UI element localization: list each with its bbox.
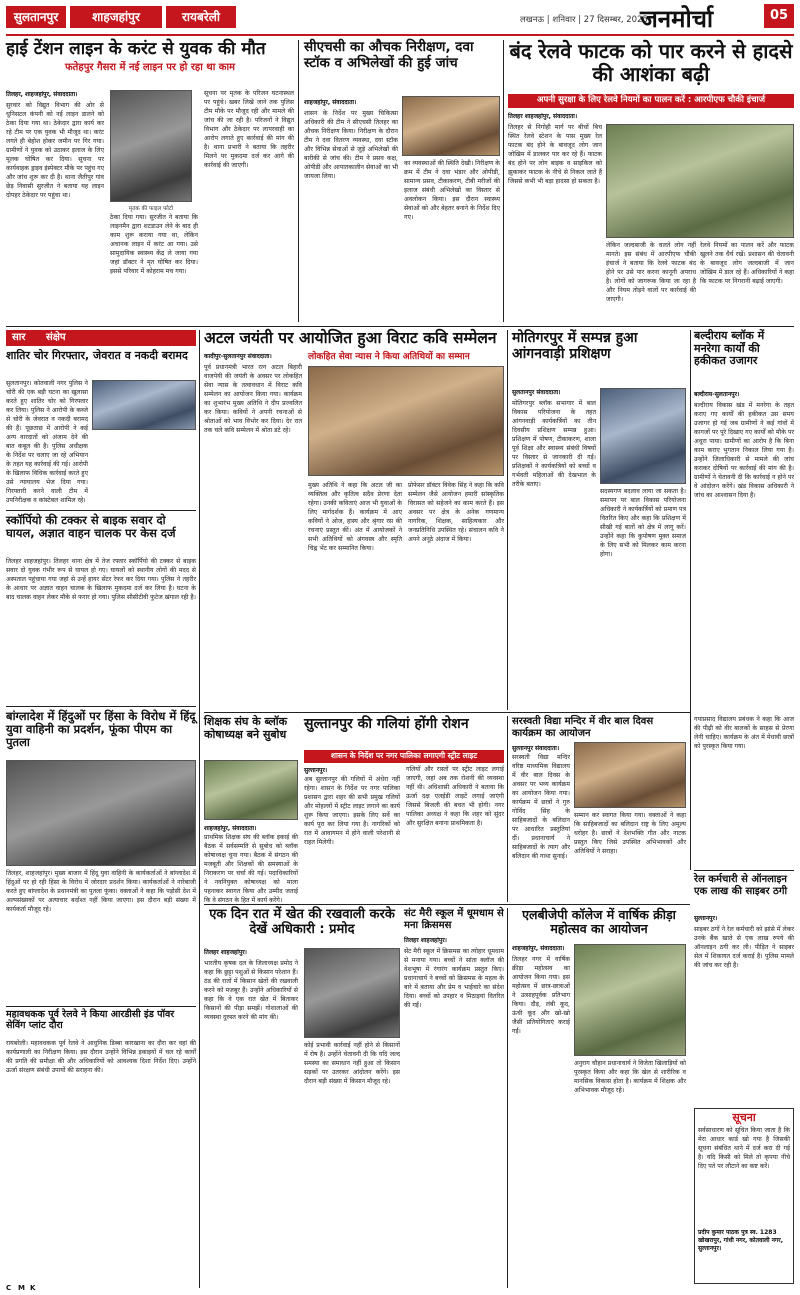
- story9-headline: सरस्वती विद्या मन्दिर में वीर बाल दिवस कार्यक्रम का आयोजन: [512, 716, 654, 739]
- story8-byline: सुल्तानपुर।: [304, 767, 328, 774]
- story8-headline: सुल्तानपुर की गलियां होंगी रोशन: [304, 716, 469, 732]
- story-atal-kavi-sammelan: [204, 330, 504, 710]
- story1-subhead: फतेहपुर गैसरा में नई लाइन पर हो रहा था काम: [64, 61, 236, 73]
- sar-item1-photo: [92, 380, 196, 430]
- story12-body-2: अनुराग चौहान प्रधानाचार्य ने विजेता खिलाड़ियों को पुरस्कृत किया और कहा कि खेल से शारीरिक व मानसिक विकास होता है। कार्यक्रम में शिक्षक और अभिभावक मौजूद रहे।: [574, 1060, 686, 1094]
- story1-photo: [110, 90, 192, 202]
- story-power-line-death: [6, 40, 294, 322]
- story6-body: बल्दीराय विकास खंड में मनरेगा के तहत कराए गए कार्यों की हकीकत उस समय उजागर हो गई जब ग्रामीणों ने कई गांवों में कागजों पर पूरे दिखाए गए कार्यों को मौके पर अधूरा पाया। ग्रामीणों का आरोप है कि बिना काम कराए भुगतान निकाल लिया गया है। उन्होंने जिलाधिकारी से मामले की जांच कराकर दोषियों पर कार्रवाई की मांग की है। ग्रामीणों ने चेतावनी दी कि कार्रवाई न होने पर वे आंदोलन करेंगे। खंड विकास अधिकारी ने जांच का आश्वासन दिया है।: [694, 402, 794, 499]
- story9-photo: [574, 742, 686, 808]
- masthead: [0, 0, 800, 34]
- story2-headline: सीएचसी का औचक निरीक्षण, दवा स्टॉक व अभिलेखों की हुई जांच: [304, 39, 474, 71]
- story10-byline: तिलहर शाहजहांपुर।: [204, 949, 247, 956]
- story8-subhead: शासन के निर्देश पर नगर पालिका लगाएगी स्ट्रीट लाइट: [330, 751, 478, 760]
- story7-headline: शिक्षक संघ के ब्लॉक कोषाध्यक्ष बने सुबोध: [204, 715, 288, 741]
- story11-byline: तिलहर शाहजहांपुर।: [404, 937, 447, 944]
- story11-headline: संट मैरी स्कूल में धूमधाम से मना क्रिसमस: [404, 908, 504, 931]
- story2-byline: शाहजहांपुर, संवाददाता।: [304, 99, 357, 106]
- story3-byline: तिलहर शाहजहांपुर, संवाददाता।: [508, 113, 578, 120]
- column-divider: [199, 330, 200, 1288]
- column-divider: [690, 330, 691, 870]
- sar-item1-body: सुलतानपुर। कोतवाली नगर पुलिस ने चोरी की एक बड़ी घटना का खुलासा करते हुए शातिर चोर को गिरफ्तार कर लिया। पुलिस ने आरोपी के कब्जे से चोरी के जेवरात व नकदी बरामद की है। पूछताछ में आरोपी ने कई अन्य वारदातों को अंजाम देने की बात कबूल की है। पुलिस अधीक्षक के निर्देश पर चलाए जा रहे अभियान के तहत यह कार्रवाई की गई। आरोपी के खिलाफ विधिक कार्रवाई करते हुए उसे न्यायालय भेज दिया गया। गिरफ्तारी करने वाली टीम में उपनिरीक्षक व कांस्टेबल शामिल रहे।: [6, 380, 88, 504]
- sar-divider: [6, 706, 196, 707]
- section-tab-1[interactable]: सुलतानपुर: [6, 6, 66, 28]
- story6-byline: बल्दीराय-सुलतानपुर।: [694, 391, 740, 398]
- story8-body-1: अब सुल्तानपुर की गलियों में अंधेरा नहीं रहेगा। शासन के निर्देश पर नगर पालिका प्रशासन द्वारा शहर की सभी प्रमुख गलियों और मोहल्लों में स्ट्रीट लाइट लगाने का कार्य शुरू किया जाएगा। इसके लिए सर्वे का कार्य पूरा कर लिया गया है। नागरिकों को रात में आवागमन में होने वाली परेशानी से राहत मिलेगी।: [304, 776, 400, 846]
- story12-body-1: तिलहर नगर में वार्षिक क्रीड़ा महोत्सव का आयोजन किया गया। इस महोत्सव में छात्र-छात्राओं ने उत्साहपूर्वक प्रतिभाग किया। दौड़, लंबी कूद, ऊंची कूद और खो-खो जैसी प्रतियोगिताएं कराई गईं।: [512, 956, 570, 1035]
- sar-divider: [6, 510, 196, 511]
- story13-headline: रेल कर्मचारी से ऑनलाइन एक लाख की साइबर ठगी: [694, 874, 788, 897]
- story1-body-3: ठेका दिया गया। सुरजीत ने बताया कि लाइनमैन द्वारा शटडाउन लेने के बाद ही काम शुरू कराया गया था, लेकिन अचानक लाइन में करंट आ गया। उसे सामुदायिक स्वास्थ्य केंद्र ले जाया गया जहां डॉक्टर ने मृत घोषित कर दिया। इससे परिवार में कोहराम मच गया।: [110, 214, 198, 275]
- story7-photo: [204, 760, 298, 820]
- sar-item3-photo: [6, 760, 196, 866]
- sar-header-bar: [6, 330, 196, 346]
- color-mark-c: C: [6, 1284, 12, 1292]
- notice-body: सर्वसाधारण को सूचित किया जाता है कि मेरा आधार कार्ड खो गया है जिसकी सूचना संबंधित थाने में दर्ज करा दी गई है। यदि किसी को मिले तो कृपया नीचे दिए पते पर लौटाने का कष्ट करें।: [698, 1126, 790, 1170]
- story1-body-1: सुरवार को विद्युत विभाग की ओर से धुनिसटल कंपनी को नई लाइन डालने को ठेका दिया गया था। ठेकेदार द्वारा कार्य कर रहे टीम पर एक युवक भी मौजूद था। करंट लगते ही बेहोश होकर जमीन पर गिर गया। ग्रामीणों ने युवक को उठाकर इलाज के लिए मूलक घोषित कर दिया। सूचना पर कार्यवाहक ड्राइव इंस्पेक्टर मौके पर पहुंच गए और जांच शुरू कर दी है। थाना जैतीपुर गांव छेड़ निवासी सुरजीत ने बताया यह लाइन दोपहर ठेकेदार पर पहुंचा था।: [6, 102, 104, 199]
- story10-photo: [304, 948, 400, 1038]
- column-divider: [503, 40, 504, 322]
- story3-body-2: लेकिन जल्दबाजी के चलते लोग नहीं मानते। इस संबंध में आरपीएफ चौकी इंचार्ज ने बताया कि रेलवे फाटक बंद होने पर उसे पार करना कानूनी अपराध है। लोगों को जागरूक किया जा रहा है और नियम तोड़ने वालों पर कार्रवाई की जाएगी।: [606, 242, 696, 303]
- story12-headline: एलबीजेपी कॉलेज में वार्षिक क्रीड़ा महोत्सव का आयोजन: [522, 907, 676, 937]
- story4-body-3: प्रोफेसर डॉक्टर विवेक सिंह ने कहा कि कवि सम्मेलन जैसे आयोजन हमारी सांस्कृतिक विरासत को सहेजने का काम करते हैं। इस अवसर पर क्षेत्र के अनेक गणमान्य नागरिक, शिक्षक, साहित्यकार और जनप्रतिनिधि उपस्थित रहे। संचालन कवि ने अपने अनूठे अंदाज में किया।: [408, 482, 504, 543]
- story8-body-2: गलियों और रास्तों पर स्ट्रीट लाइट लगाई जाएगी, जहां अब तक रोशनी की व्यवस्था नहीं थी। अधिशासी अधिकारी ने बताया कि ऊर्जा दक्ष एलईडी लाइटें लगाई जाएंगी जिससे बिजली की बचत भी होगी। नगर पालिका अध्यक्ष ने कहा कि शहर को सुंदर और सुरक्षित बनाना प्राथमिकता है।: [406, 766, 504, 827]
- story9-body-1: सरस्वती विद्या मन्दिर वरिष्ठ माध्यमिक विद्यालय में वीर बाल दिवस के अवसर पर भव्य कार्यक्रम का आयोजन किया गया। कार्यक्रम में छात्रों ने गुरु गोविंद सिंह के साहिबजादों के बलिदान पर आधारित प्रस्तुतियां दीं। प्रधानाचार्य ने साहिबजादों के त्याग और बलिदान की गाथा सुनाई।: [512, 754, 570, 860]
- date-line: लखनऊ | शनिवार | 27 दिसम्बर, 2025: [520, 15, 648, 25]
- story9-byline: सुल्तानपुर संवाददाता।: [512, 745, 560, 752]
- city-label: लखनऊ: [520, 15, 545, 25]
- story9-body-2: सम्मान कर स्वागत किया गया। वक्ताओं ने कहा कि साहिबजादों का बलिदान राष्ट्र के लिए अमूल्य धरोहर है। छात्रों ने देशभक्ति गीत और नाटक प्रस्तुत किए जिसे उपस्थित अभिभावकों और अतिथियों ने सराहा।: [574, 812, 686, 855]
- story7-body: प्राथमिक शिक्षक संघ की ब्लॉक इकाई की बैठक में सर्वसम्मति से सुबोध को ब्लॉक कोषाध्यक्ष चुना गया। बैठक में संगठन की मजबूती और शिक्षकों की समस्याओं के निराकरण पर चर्चा की गई। पदाधिकारियों ने नवनियुक्त कोषाध्यक्ष को माला पहनाकर स्वागत किया और उम्मीद जताई कि वे संगठन के हित में कार्य करेंगे।: [204, 834, 298, 904]
- story5-byline: सुलतानपुर संवाददाता।: [512, 389, 561, 396]
- story13-body: साइबर ठगों ने रेल कर्मचारी को झांसे में लेकर उनके बैंक खाते से एक लाख रुपये की ऑनलाइन ठगी कर ली। पीड़ित ने साइबर सेल में शिकायत दर्ज कराई है। पुलिस मामले की जांच कर रही है।: [694, 926, 794, 969]
- story7-byline: शाहजहांपुर, संवाददाता।: [204, 825, 257, 832]
- sar-sublabel: संक्षेप: [46, 332, 66, 343]
- sar-item3-body: तिलहर, शाहजहांपुर। मुख्य बाजार में हिंदू युवा वाहिनी के कार्यकर्ताओं ने बांग्लादेश में हिंदुओं पर हो रही हिंसा के विरोध में जोरदार प्रदर्शन किया। कार्यकर्ताओं ने नारेबाजी करते हुए बांग्लादेश के प्रधानमंत्री का पुतला फूंका। वक्ताओं ने कहा कि पड़ोसी देश में अल्पसंख्यकों पर अत्याचार बर्दाश्त नहीं किया जाएगा। इस दौरान बड़ी संख्या में कार्यकर्ता मौजूद रहे।: [6, 870, 196, 913]
- story-railway-crossing: [508, 40, 794, 322]
- horizontal-divider: [204, 712, 690, 713]
- story5-photo: [600, 388, 686, 484]
- story-cyber-fraud: [694, 874, 794, 1104]
- paper-name: जनमोर्चा: [640, 4, 714, 33]
- story-veer-bal-diwas: [512, 716, 686, 902]
- footer-color-marks: [6, 1284, 794, 1294]
- story3-body-3: रेलवे नियमों का पालन करें और फाटक खुलने तक धैर्य रखें। प्रशासन की चेतावनी के बावजूद लोग जल्दबाजी में जान जोखिम में डाल रहे हैं। अधिकारियों ने कहा कि फाटक पर निगरानी बढ़ाई जाएगी।: [700, 242, 794, 285]
- sar-label: सार: [12, 332, 26, 343]
- story13-byline: सुल्तानपुर।: [694, 915, 718, 922]
- story4-body-2: मुख्य अतिथि ने कहा कि अटल जी का व्यक्तित्व और कृतित्व सदैव प्रेरणा देता रहेगा। उनकी कविताएं आज भी युवाओं के लिए मार्गदर्शक हैं। कार्यक्रम में आए कवियों ने ओज, हास्य और श्रृंगार रस की रचनाएं प्रस्तुत कीं। अंत में आयोजकों ने सभी अतिथियों को अंगवस्त्र और स्मृति चिह्न भेंट कर सम्मानित किया।: [308, 482, 402, 552]
- horizontal-divider: [694, 870, 794, 871]
- story4-headline: अटल जयंती पर आयोजित हुआ विराट कवि सम्मेलन: [204, 329, 497, 347]
- masthead-divider: [6, 34, 794, 36]
- sar-divider: [6, 1006, 196, 1007]
- story1-body-2: सूचना पर मृतक के परिजन घटनास्थल पर पहुंचे। खबर लिखे जाने तक पुलिस टीम मौके पर मौजूद रही और मामले की जांच की जा रही है। परिजनों ने विद्युत विभाग और ठेकेदार पर लापरवाही का आरोप लगाते हुए कार्रवाई की मांग की है। थाना प्रभारी ने बताया कि तहरीर मिलने पर मुकदमा दर्ज कर आगे की कार्रवाई की जाएगी।: [204, 90, 294, 169]
- color-mark-k: K: [30, 1284, 36, 1292]
- color-mark-m: M: [18, 1284, 25, 1292]
- story10-headline: एक दिन रात में खेत की रखवाली करके देखें अधिकारी : प्रमोद: [209, 907, 395, 937]
- story5-body-2: सदस्यगण बदलाव लाया जा सकता है। समापन पर बाल विकास परियोजना अधिकारी ने कार्यकर्त्रियों को प्रमाण पत्र वितरित किए और कहा कि प्रशिक्षण में सीखी गई बातों को क्षेत्र में लागू करें। उन्होंने कहा कि कुपोषण मुक्त समाज के लिए सभी को मिलकर काम करना होगा।: [600, 488, 686, 558]
- story6-headline: बल्दीराय ब्लॉक में मनरेगा कार्यों की हकीकत उजागर: [694, 329, 765, 368]
- story11-body: सेंट मैरी स्कूल में क्रिसमस का त्योहार धूमधाम से मनाया गया। बच्चों ने सांता क्लॉज की वेशभूषा में रंगारंग कार्यक्रम प्रस्तुत किए। प्रधानाचार्य ने बच्चों को क्रिसमस के महत्व के बारे में बताया और प्रेम व भाईचारे का संदेश दिया। बच्चों को उपहार व मिठाइयां वितरित की गईं।: [404, 948, 504, 1009]
- story4-body-1: पूर्व प्रधानमंत्री भारत रत्न अटल बिहारी वाजपेयी की जयंती के अवसर पर लोकहित सेवा न्यास के तत्वावधान में विराट कवि सम्मेलन का आयोजन किया गया। कार्यक्रम का शुभारंभ मुख्य अतिथि ने दीप प्रज्वलित कर किया। कवियों ने अपनी रचनाओं से श्रोताओं को भाव विभोर कर दिया। देर रात तक चले कवि सम्मेलन में श्रोता डटे रहे।: [204, 364, 302, 434]
- story2-body-1: शासन के निर्देश पर मुख्य चिकित्सा अधिकारी की टीम ने सीएचसी तिलहर का औचक निरीक्षण किया। निरीक्षण के दौरान टीम ने दवा वितरण व्यवस्था, दवा स्टॉक और विभिन्न सेवाओं से जुड़े अभिलेखों की बारीकी से जांच की। टीम ने प्रसव कक्ष, ओपीडी और आपातकालीन सेवाओं का भी जायजा लिया।: [304, 110, 398, 180]
- story12-photo: [574, 944, 686, 1056]
- story4-photo: [308, 366, 504, 476]
- column-divider: [507, 908, 508, 1288]
- story3-subhead: अपनी सुरक्षा के लिए रेलवे नियमों का पालन करें : आरपीएफ चौकी इंचार्ज: [536, 95, 766, 105]
- story3-photo: [606, 124, 794, 238]
- sar-item3-headline: बांग्लादेश में हिंदुओं पर हिंसा के विरोध में हिंदू युवा वाहिनी का प्रदर्शन, फूंका पीएम का पुतला: [6, 709, 196, 750]
- page-number: 05: [764, 4, 794, 28]
- story1-headline: हाई टेंशन लाइन के करंट से युवक की मौत: [6, 39, 266, 59]
- story3-body-1: तिलहर से निगोही मार्ग पर बीचों बिच स्थित रेलवे स्टेशन के पास मुख्य रेल फाटक बंद होने के बावजूद लोग जान जोखिम में डालकर पार कर रहे हैं। फाटक बंद होने पर लोग बाइक व साइकिल को झुकाकर फाटक के नीचे से निकल जाते हैं जिससे कभी भी बड़ा हादसा हो सकता है।: [508, 124, 602, 185]
- section-tab-2[interactable]: शाहजहांपुर: [70, 6, 162, 28]
- story9-body-3: गयाप्रसाद विद्यालय प्रबंधक ने कहा कि आज की पीढ़ी को वीर बालकों के साहस से प्रेरणा लेनी चाहिए। कार्यक्रम के अंत में मेधावी छात्रों को पुरस्कृत किया गया।: [694, 716, 794, 750]
- section-tab-3[interactable]: रायबरेली: [166, 6, 236, 28]
- sar-item2-body: तिलहर शाहजहांपुर। तिलहर थाना क्षेत्र में तेज रफ्तार स्कॉर्पियो की टक्कर से बाइक सवार दो युवक गंभीर रूप से घायल हो गए। घायलों को स्थानीय लोगों की मदद से अस्पताल पहुंचाया गया जहां से उन्हें हायर सेंटर रेफर कर दिया गया। पुलिस ने तहरीर के आधार पर अज्ञात वाहन चालक के खिलाफ मुकदमा दर्ज कर लिया है। घटना के बाद चालक वाहन लेकर मौके से फरार हो गया। पुलिस सीसीटीवी फुटेज खंगाल रही है।: [6, 558, 196, 601]
- notice-title: सूचना: [732, 1111, 756, 1124]
- story-christmas: [404, 908, 504, 1288]
- story5-body-1: मोतिगरपुर ब्लॉक सभागार में बाल विकास परियोजना के तहत आंगनवाड़ी कार्यकर्त्रियों का तीन दिवसीय प्रशिक्षण सम्पन्न हुआ। प्रशिक्षण में पोषण, टीकाकरण, शाला पूर्व शिक्षा और स्वास्थ्य संबंधी विषयों पर विस्तार से जानकारी दी गई। प्रशिक्षकों ने कार्यकत्रियों को बच्चों व गर्भवती महिलाओं की देखभाल के तरीके बताए।: [512, 400, 596, 488]
- column-divider: [507, 716, 508, 902]
- notice-signature: प्रदीप कुमार पाठक पुत्र स्व. 1283 खोखरापुर, गांधी नगर, कोतवाली नगर, सुल्तानपुर।: [698, 1228, 784, 1252]
- story-mnrega: [694, 330, 794, 710]
- story1-byline: तिलहर, शाहजहांपुर, संवाददाता।: [6, 91, 78, 98]
- story2-photo: [402, 96, 500, 156]
- horizontal-divider: [6, 326, 794, 327]
- story-chc-inspection: [304, 40, 500, 322]
- story-sports-festival: [512, 908, 686, 1288]
- story3-headline: बंद रेलवे फाटक को पार करने से हादसे की आशंका बढ़ी: [509, 39, 793, 86]
- day-label: शनिवार: [552, 15, 576, 25]
- story5-headline: मोतिगरपुर में सम्पन्न हुआ आंगनवाड़ी प्रशिक्षण: [512, 330, 638, 363]
- story10-body-1: भारतीय कृषक दल के जिलाध्यक्ष प्रमोद ने कहा कि छुट्टा पशुओं से किसान परेशान हैं। ठंड की रातों में किसान खेतों की रखवाली करने को मजबूर हैं। उन्होंने अधिकारियों से कहा कि वे एक रात खेत में बिताकर किसानों की पीड़ा समझें। गोशालाओं की व्यवस्था दुरुस्त करने की मांग की।: [204, 960, 298, 1021]
- story4-subhead: लोकहित सेवा न्यास ने किया अतिथियों का सम्मान: [308, 352, 470, 362]
- sar-item4-body: रायबरेली। महावधकक पूर्व रेलवे ने आधुनिक डिब्बा कारखाना का दौरा कर वहां की कार्यप्रणाली का निरीक्षण किया। इस दौरान उन्होंने विभिन्न इकाइयों में चल रहे कार्यों की प्रगति की समीक्षा की और अधिकारियों को आवश्यक दिशा निर्देश दिए। उन्होंने ऊर्जा संरक्षण संबंधी उपायों की सराहना की।: [6, 1040, 196, 1074]
- story12-byline: शाहजहांपुर, संवाददाता।: [512, 945, 565, 952]
- story4-byline: कादीपुर-सुलतानपुर संवाददाता।: [204, 353, 272, 360]
- story10-body-2: कोई प्रभावी कार्रवाई नहीं होने से किसानों में रोष है। उन्होंने चेतावनी दी कि यदि जल्द समस्या का समाधान नहीं हुआ तो किसान सड़कों पर उतरकर आंदोलन करेंगे। इस दौरान बड़ी संख्या में किसान मौजूद रहे।: [304, 1042, 400, 1085]
- sar-section: [6, 330, 196, 1288]
- story-teacher-union: [204, 716, 298, 902]
- story1-photo-caption: मृतक की फाइल फोटो: [128, 206, 174, 212]
- sar-item4-headline: महावधकक पूर्व रेलवे ने किया आरडीसी इंड पॉवर सेविंग प्लांट दौरा: [6, 1009, 175, 1031]
- date-label: 27 दिसम्बर, 2025: [583, 15, 648, 25]
- column-divider: [298, 40, 299, 322]
- horizontal-divider: [204, 904, 690, 905]
- story-anganwadi-training: [512, 330, 686, 710]
- notice-box: [694, 1108, 794, 1284]
- story-farm-guard: [204, 908, 400, 1288]
- story2-body-2: का व्यवस्थाओं की स्थिति देखी। निरीक्षण के क्रम में टीम ने दवा भंडार और ओपीडी, सामान्य प्रसव, टीकाकरण, टीबी मरीजों की इलाज संबंधी अभिलेखों का विस्तार से अवलोकन किया। इस दौरान स्वास्थ्य सेवाओं को और बेहतर बनाने के निर्देश दिए गए।: [404, 160, 500, 221]
- column-divider: [507, 330, 508, 710]
- story-street-lights: [304, 716, 504, 902]
- sar-item2-headline: स्कॉर्पियो की टक्कर से बाइक सवार दो घायल, अज्ञात वाहन चालक पर केस दर्ज: [6, 513, 176, 541]
- sar-item1-headline: शातिर चोर गिरफ्तार, जेवरात व नकदी बरामद: [6, 349, 188, 362]
